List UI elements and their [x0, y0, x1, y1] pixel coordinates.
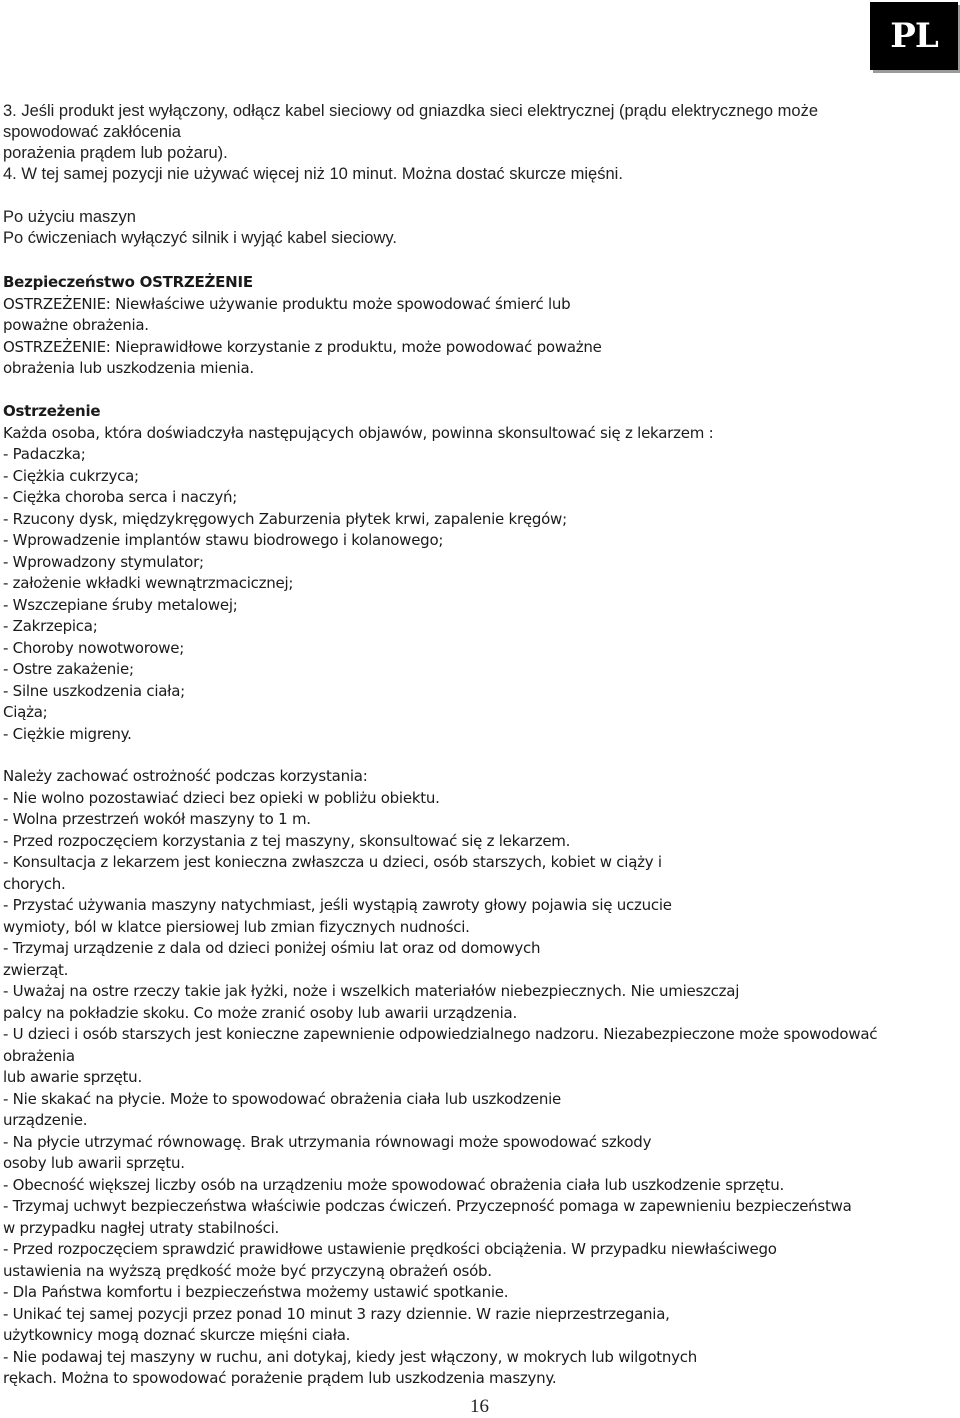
- language-badge: PL: [870, 2, 958, 70]
- text-line: - Ciężkia cukrzyca;: [3, 467, 139, 485]
- text-line: - Silne uszkodzenia ciała;: [3, 682, 185, 700]
- text-line: użytkownicy mogą doznać skurcze mięśni ciała.: [3, 1326, 351, 1344]
- text-line: - Wprowadzony stymulator;: [3, 553, 204, 571]
- text-line: - założenie wkładki wewnątrzmacicznej;: [3, 574, 294, 592]
- text-line: lub awarie sprzętu.: [3, 1068, 142, 1086]
- text-line: - Dla Państwa komfortu i bezpieczeństwa możemy ustawić spotkanie.: [3, 1283, 509, 1301]
- text-line: - Nie skakać na płycie. Może to spowodować obrażenia ciała lub uszkodzenie: [3, 1090, 562, 1108]
- text-line: OSTRZEŻENIE: Nieprawidłowe korzystanie z produktu, może powodować poważne: [3, 338, 602, 356]
- text-line: poważne obrażenia.: [3, 316, 149, 334]
- text-line: Należy zachować ostrożność podczas korzystania:: [3, 767, 368, 785]
- text-line: Każda osoba, która doświadczyła następujących objawów, powinna skonsultować się z lekarzem :: [3, 424, 714, 442]
- text-line: osoby lub awarii sprzętu.: [3, 1154, 185, 1172]
- text-line: 3. Jeśli produkt jest wyłączony, odłącz kabel sieciowy od gniazdka sieci elektrycznej (prądu elektrycznego może: [3, 102, 818, 120]
- text-line: - Obecność większej liczby osób na urządzeniu może spowodować obrażenia ciała lub uszkodzenie sprzętu.: [3, 1176, 785, 1194]
- text-line: - Trzymaj uchwyt bezpieczeństwa właściwie podczas ćwiczeń. Przyczepność pomaga w zapewnieniu bezpieczeństwa: [3, 1197, 852, 1215]
- text-line: spowodować zakłócenia: [3, 123, 181, 141]
- text-line: - U dzieci i osób starszych jest konieczne zapewnienie odpowiedzialnego nadzoru. Niezabezpieczone może spowodować: [3, 1025, 878, 1043]
- text-line: chorych.: [3, 875, 66, 893]
- text-line: - Ciężka choroba serca i naczyń;: [3, 488, 238, 506]
- text-line: obrażenia lub uszkodzenia mienia.: [3, 359, 254, 377]
- page-number: 16: [470, 1396, 489, 1417]
- text-line: 4. W tej samej pozycji nie używać więcej niż 10 minut. Można dostać skurcze mięśni.: [3, 165, 623, 183]
- text-line: urządzenie.: [3, 1111, 88, 1129]
- text-line: - Nie podawaj tej maszyny w ruchu, ani dotykaj, kiedy jest włączony, w mokrych lub wilgotnych: [3, 1348, 698, 1366]
- section-heading: Bezpieczeństwo OSTRZEŻENIE: [3, 273, 253, 291]
- text-line: zwierząt.: [3, 961, 69, 979]
- text-line: porażenia prądem lub pożaru).: [3, 144, 228, 162]
- text-line: palcy na pokładzie skoku. Co może zranić osoby lub awarii urządzenia.: [3, 1004, 518, 1022]
- text-line: Po ćwiczeniach wyłączyć silnik i wyjąć kabel sieciowy.: [3, 229, 397, 247]
- text-line: - Rzucony dysk, międzykręgowych Zaburzenia płytek krwi, zapalenie kręgów;: [3, 510, 567, 528]
- text-line: - Choroby nowotworowe;: [3, 639, 185, 657]
- text-line: Ciąża;: [3, 703, 48, 721]
- text-line: obrażenia: [3, 1047, 75, 1065]
- text-line: ustawienia na wyższą prędkość może być przyczyną obrażeń osób.: [3, 1262, 492, 1280]
- text-line: - Ciężkie migreny.: [3, 725, 132, 743]
- text-line: rękach. Można to spowodować porażenie prądem lub uszkodzenia maszyny.: [3, 1369, 557, 1387]
- text-line: - Unikać tej samej pozycji przez ponad 10 minut 3 razy dziennie. W razie nieprzestrzegania,: [3, 1305, 670, 1323]
- text-line: - Wprowadzenie implantów stawu biodrowego i kolanowego;: [3, 531, 444, 549]
- text-line: - Przystać używania maszyny natychmiast, jeśli wystąpią zawroty głowy pojawia się uczucie: [3, 896, 672, 914]
- text-line: - Konsultacja z lekarzem jest konieczna zwłaszcza u dzieci, osób starszych, kobiet w ciąży i: [3, 853, 662, 871]
- section-heading: Ostrzeżenie: [3, 402, 101, 420]
- text-line: - Zakrzepica;: [3, 617, 98, 635]
- text-line: - Uważaj na ostre rzeczy takie jak łyżki, noże i wszelkich materiałów niebezpiecznych. Nie umieszczaj: [3, 982, 740, 1000]
- text-line: OSTRZEŻENIE: Niewłaściwe używanie produktu może spowodować śmierć lub: [3, 295, 571, 313]
- text-line: - Przed rozpoczęciem sprawdzić prawidłowe ustawienie prędkości obciążenia. W przypadku niewłaściwego: [3, 1240, 777, 1258]
- text-line: - Wolna przestrzeń wokół maszyny to 1 m.: [3, 810, 311, 828]
- text-line: Po użyciu maszyn: [3, 208, 136, 226]
- text-line: - Przed rozpoczęciem korzystania z tej maszyny, skonsultować się z lekarzem.: [3, 832, 571, 850]
- text-line: - Na płycie utrzymać równowagę. Brak utrzymania równowagi może spowodować szkody: [3, 1133, 652, 1151]
- text-line: - Nie wolno pozostawiać dzieci bez opieki w pobliżu obiektu.: [3, 789, 440, 807]
- text-line: - Trzymaj urządzenie z dala od dzieci poniżej ośmiu lat oraz od domowych: [3, 939, 541, 957]
- text-line: - Wszczepiane śruby metalowej;: [3, 596, 238, 614]
- text-line: w przypadku nagłej utraty stabilności.: [3, 1219, 280, 1237]
- text-line: - Ostre zakażenie;: [3, 660, 134, 678]
- text-line: wymioty, ból w klatce piersiowej lub zmian fizycznych nudności.: [3, 918, 470, 936]
- text-line: - Padaczka;: [3, 445, 86, 463]
